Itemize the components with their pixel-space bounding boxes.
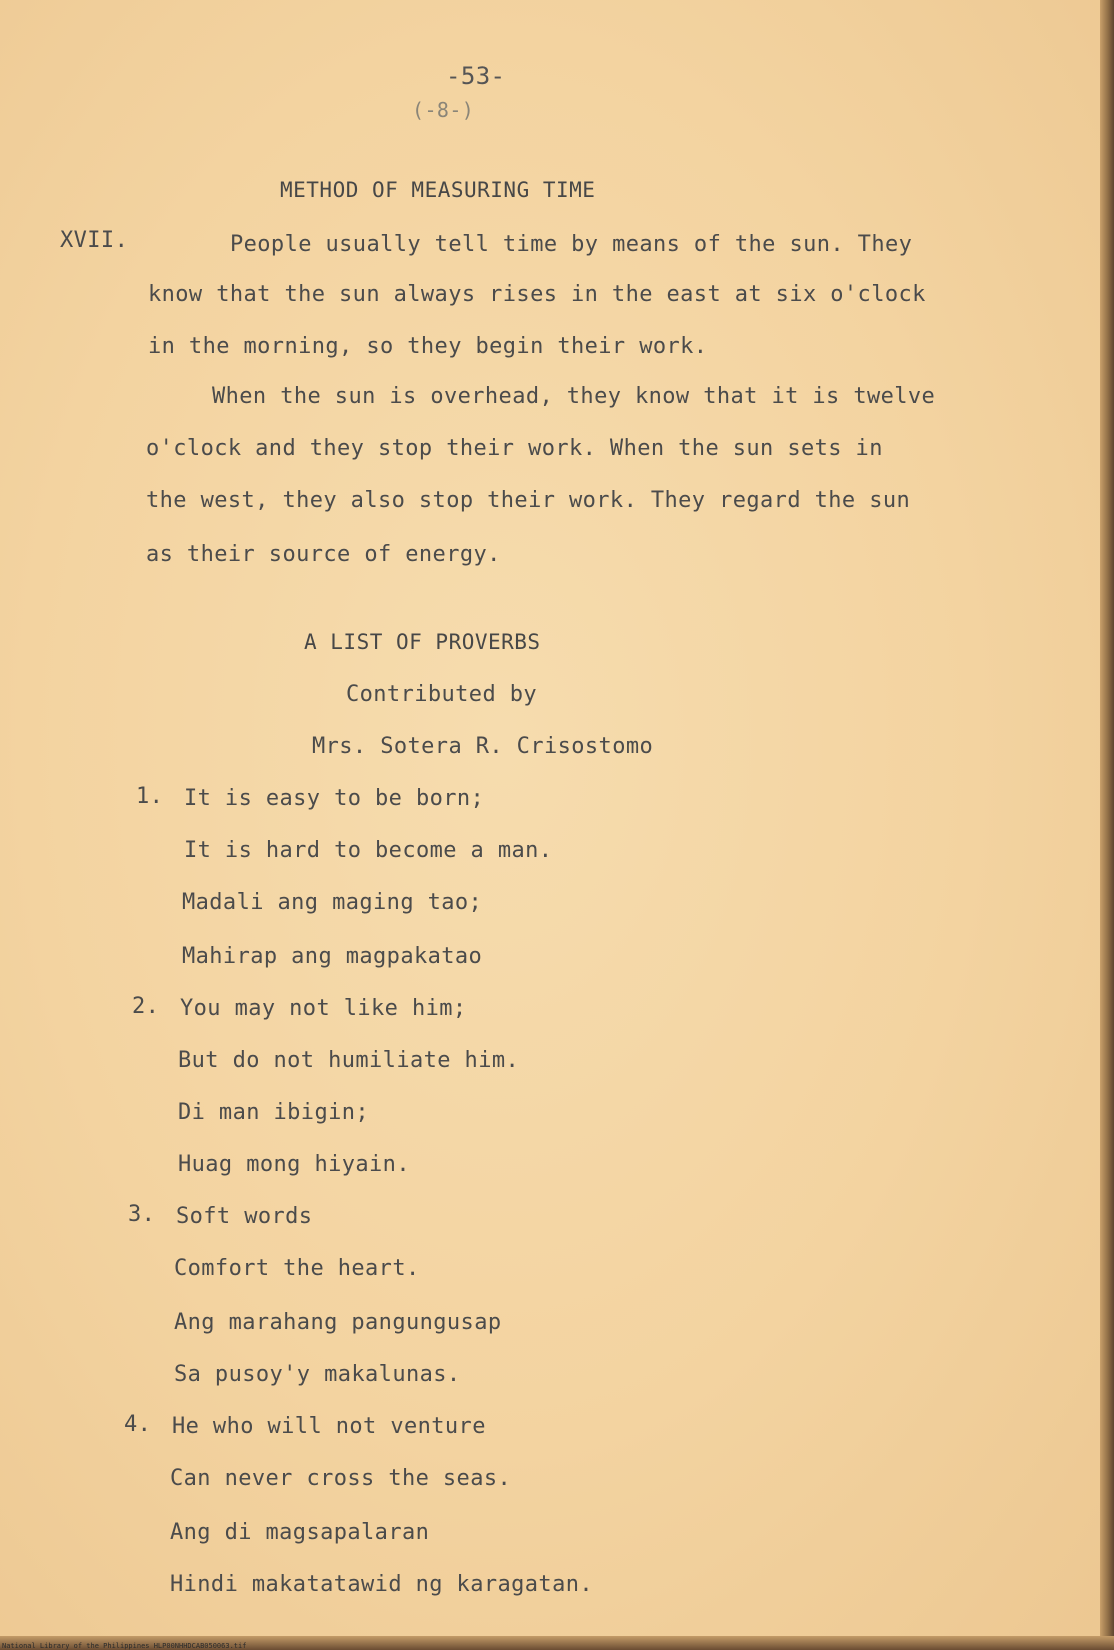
proverb-line: Ang di magsapalaran <box>170 1520 430 1545</box>
proverb-line: Ang marahang pangungusap <box>174 1310 502 1335</box>
proverb-number: 2. <box>132 994 160 1019</box>
proverb-line: Di man ibigin; <box>178 1100 370 1125</box>
proverb-line: Comfort the heart. <box>174 1256 420 1281</box>
proverb-number: 4. <box>124 1412 152 1437</box>
scan-footer: National Library of the Philippines HLP00NHHDCAB050063.tif <box>2 1642 247 1650</box>
page-number: -53- <box>446 62 506 90</box>
proverb-line: Hindi makatatawid ng karagatan. <box>170 1572 593 1597</box>
paragraph-line: as their source of energy. <box>146 542 501 567</box>
paragraph-line: o'clock and they stop their work. When the sun sets in <box>146 436 883 461</box>
proverb-line: You may not like him; <box>180 996 467 1021</box>
paragraph-line: in the morning, so they begin their work. <box>148 334 708 359</box>
proverb-line: Madali ang maging tao; <box>182 890 483 915</box>
paragraph-line: know that the sun always rises in the east at six o'clock <box>148 282 926 307</box>
section-title-time: METHOD OF MEASURING TIME <box>280 178 596 202</box>
proverb-line: It is easy to be born; <box>184 786 485 811</box>
proverb-line: Mahirap ang magpakatao <box>182 944 483 969</box>
proverb-number: 1. <box>136 784 164 809</box>
proverb-line: Huag mong hiyain. <box>178 1152 410 1177</box>
contributed-by: Contributed by <box>346 682 538 707</box>
proverb-number: 3. <box>128 1202 156 1227</box>
paragraph-line: People usually tell time by means of the sun. They <box>230 232 913 257</box>
proverb-line: Sa pusoy'y makalunas. <box>174 1362 461 1387</box>
proverb-line: He who will not venture <box>172 1414 486 1439</box>
proverb-line: But do not humiliate him. <box>178 1048 520 1073</box>
page-edge-right <box>1100 0 1114 1650</box>
paragraph-line: the west, they also stop their work. They regard the sun <box>146 488 911 513</box>
proverb-line: It is hard to become a man. <box>184 838 553 863</box>
section-numeral: XVII. <box>60 228 129 253</box>
paragraph-line: When the sun is overhead, they know that it is twelve <box>212 384 936 409</box>
alt-page-number: (-8-) <box>412 98 475 122</box>
proverb-line: Can never cross the seas. <box>170 1466 512 1491</box>
proverb-line: Soft words <box>176 1204 313 1229</box>
section-title-proverbs: A LIST OF PROVERBS <box>304 630 541 654</box>
contributor-name: Mrs. Sotera R. Crisostomo <box>312 734 654 759</box>
